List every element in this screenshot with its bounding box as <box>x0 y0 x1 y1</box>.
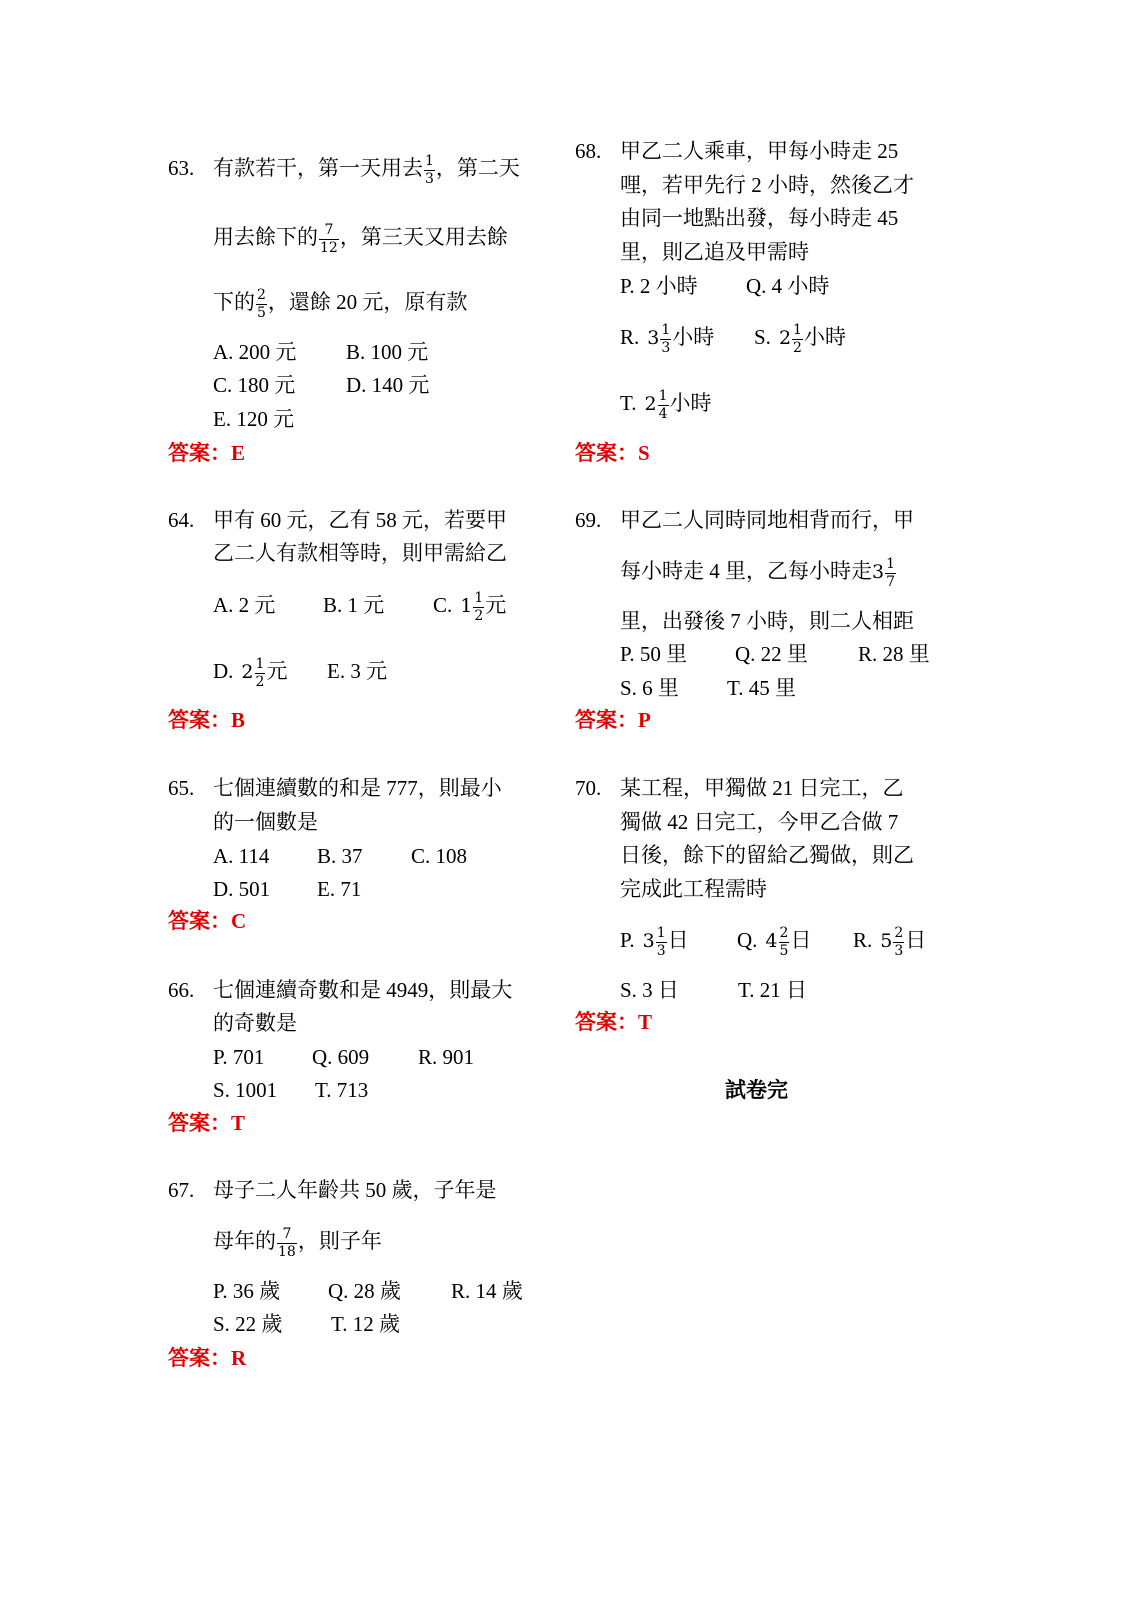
fraction <box>885 557 896 590</box>
option-s <box>754 320 846 354</box>
whole-number: 1 <box>460 595 473 617</box>
option-t: T. 21 日 <box>738 978 808 1002</box>
numerator: 1 <box>793 321 802 338</box>
text-segment: 每小時走 4 里，乙每小時走 <box>620 559 872 583</box>
question-text-line: 里，則乙追及甲需時 <box>620 240 809 264</box>
option-s: S. 3 日 <box>620 978 679 1002</box>
question-number: 69. <box>575 508 602 532</box>
option-t <box>620 386 712 420</box>
numerator: 2 <box>257 286 266 303</box>
denominator: 5 <box>779 942 789 959</box>
numerator: 7 <box>277 1227 297 1244</box>
option-d: D. 140 元 <box>346 373 430 397</box>
option-label: R. <box>620 325 640 349</box>
fraction <box>658 389 669 422</box>
whole-number: 2 <box>644 393 657 415</box>
question-number: 67. <box>168 1178 195 1202</box>
fraction <box>660 323 671 356</box>
option-c: C. 180 元 <box>213 373 296 397</box>
text-segment: 母年的 <box>213 1229 276 1253</box>
question-text-line: 乙二人有款相等時，則甲需給乙 <box>213 541 507 565</box>
fraction <box>473 591 484 624</box>
question-number: 70. <box>575 776 602 800</box>
denominator: 3 <box>661 339 671 356</box>
option-b: B. 37 <box>317 844 363 868</box>
option-e: E. 120 元 <box>213 407 295 431</box>
fraction <box>792 323 803 356</box>
option-d <box>213 654 287 688</box>
question-text-line: 日後，餘下的留給乙獨做，則乙 <box>620 843 914 867</box>
denominator: 2 <box>255 673 265 690</box>
question-text-line <box>213 151 520 185</box>
text-segment: 有款若干，第一天用去 <box>213 156 423 180</box>
denominator: 2 <box>474 607 484 624</box>
option-label: D. <box>213 659 234 683</box>
numerator: 7 <box>319 223 339 240</box>
option-b: B. 100 元 <box>346 340 429 364</box>
answer <box>575 703 651 737</box>
text-segment: ，第三天又用去餘 <box>339 225 508 249</box>
unit: 日 <box>905 928 927 952</box>
option-t: T. 45 里 <box>727 676 797 700</box>
option-a: A. 2 元 <box>213 593 276 617</box>
option-d: D. 501 <box>213 877 271 901</box>
question-number: 64. <box>168 508 195 532</box>
option-e: E. 71 <box>317 877 362 901</box>
fraction <box>255 657 266 690</box>
answer-label: 答案： <box>575 441 638 465</box>
question-number: 68. <box>575 139 602 163</box>
answer-letter: T <box>231 1111 246 1135</box>
option-q: Q. 4 小時 <box>746 274 830 298</box>
question-text-line: 哩，若甲先行 2 小時，然後乙才 <box>620 173 914 197</box>
option-q: Q. 609 <box>312 1045 370 1069</box>
answer-letter: C <box>231 909 247 933</box>
option-q: Q. 28 歲 <box>328 1279 401 1303</box>
numerator: 2 <box>779 924 789 941</box>
question-text-line: 某工程，甲獨做 21 日完工，乙 <box>620 776 904 800</box>
fraction <box>893 926 904 959</box>
answer <box>168 904 246 938</box>
option-r <box>853 923 926 957</box>
question-text-line: 里，出發後 7 小時，則二人相距 <box>620 609 914 633</box>
question-text-line: 甲乙二人乘車，甲每小時走 25 <box>620 139 899 163</box>
option-p <box>620 923 689 957</box>
whole-number: 3 <box>872 561 885 583</box>
numerator: 1 <box>656 924 666 941</box>
option-b: B. 1 元 <box>323 593 385 617</box>
fraction <box>656 926 667 959</box>
fraction <box>779 926 790 959</box>
option-r: R. 28 里 <box>858 642 930 666</box>
answer-label: 答案： <box>575 1010 638 1034</box>
denominator: 2 <box>793 339 802 356</box>
answer-letter: P <box>638 708 651 732</box>
numerator: 1 <box>255 655 265 672</box>
question-text-line: 由同一地點出發，每小時走 45 <box>620 206 899 230</box>
option-q: Q. 22 里 <box>735 642 808 666</box>
denominator: 5 <box>257 304 266 321</box>
option-t: T. 713 <box>315 1078 369 1102</box>
unit: 元 <box>485 593 507 617</box>
numerator: 1 <box>661 321 671 338</box>
text-segment: ，第二天 <box>435 156 520 180</box>
unit: 小時 <box>669 391 712 415</box>
question-text-line: 甲乙二人同時同地相背而行，甲 <box>620 508 914 532</box>
numerator: 1 <box>886 555 896 572</box>
answer-letter: T <box>638 1010 653 1034</box>
question-text-line <box>213 1224 382 1258</box>
question-text-line: 的奇數是 <box>213 1011 297 1035</box>
denominator: 4 <box>658 405 668 422</box>
option-s: S. 22 歲 <box>213 1312 283 1336</box>
option-label: C. <box>433 593 453 617</box>
option-a: A. 114 <box>213 844 270 868</box>
denominator: 7 <box>886 573 896 590</box>
fraction <box>256 288 267 321</box>
unit: 日 <box>667 928 689 952</box>
option-c: C. 108 <box>411 844 468 868</box>
denominator: 12 <box>320 239 338 256</box>
option-s: S. 6 里 <box>620 676 679 700</box>
fraction <box>277 1227 297 1260</box>
whole-number: 4 <box>765 930 778 952</box>
numerator: 1 <box>425 152 434 169</box>
option-p: P. 36 歲 <box>213 1279 281 1303</box>
question-text-line: 七個連續數的和是 777，則最小 <box>213 776 502 800</box>
answer <box>168 1106 245 1140</box>
question-text-line: 獨做 42 日完工，今甲乙合做 7 <box>620 810 899 834</box>
option-q <box>737 923 811 957</box>
option-e: E. 3 元 <box>327 659 388 683</box>
question-text-line: 七個連續奇數和是 4949，則最大 <box>213 978 513 1002</box>
whole-number: 5 <box>880 930 893 952</box>
unit: 日 <box>790 928 812 952</box>
option-p: P. 50 里 <box>620 642 688 666</box>
text-segment: ，則子年 <box>297 1229 382 1253</box>
answer <box>575 436 650 470</box>
unit: 小時 <box>803 325 846 349</box>
denominator: 3 <box>656 942 666 959</box>
unit: 小時 <box>672 325 715 349</box>
answer-letter: R <box>231 1346 247 1370</box>
answer-letter: B <box>231 708 246 732</box>
whole-number: 2 <box>241 661 254 683</box>
denominator: 3 <box>894 942 904 959</box>
option-r: R. 14 歲 <box>451 1279 523 1303</box>
option-label: R. <box>853 928 873 952</box>
option-r <box>620 320 714 354</box>
denominator: 18 <box>278 1243 296 1260</box>
option-c <box>433 588 506 622</box>
answer-label: 答案： <box>168 1346 231 1370</box>
numerator: 2 <box>894 924 904 941</box>
whole-number: 3 <box>642 930 655 952</box>
numerator: 1 <box>658 387 668 404</box>
option-p: P. 701 <box>213 1045 265 1069</box>
answer-label: 答案： <box>168 909 231 933</box>
whole-number: 2 <box>778 327 792 349</box>
option-t: T. 12 歲 <box>331 1312 401 1336</box>
option-label: P. <box>620 928 635 952</box>
question-number: 63. <box>168 156 195 180</box>
option-a: A. 200 元 <box>213 340 297 364</box>
text-segment: 用去餘下的 <box>213 225 318 249</box>
text-segment: ，還餘 20 元，原有款 <box>267 290 468 314</box>
fraction <box>319 223 339 256</box>
answer <box>168 1341 246 1375</box>
denominator: 3 <box>425 170 434 187</box>
answer-label: 答案： <box>575 708 638 732</box>
option-label: Q. <box>737 928 758 952</box>
answer-label: 答案： <box>168 708 231 732</box>
answer <box>168 703 245 737</box>
whole-number: 3 <box>647 327 660 349</box>
question-text-line <box>620 554 897 588</box>
option-label: T. <box>620 391 637 415</box>
question-text-line <box>213 220 508 254</box>
answer <box>168 436 245 470</box>
numerator: 1 <box>474 589 484 606</box>
question-text-line: 甲有 60 元，乙有 58 元，若要甲 <box>213 508 507 532</box>
question-text-line <box>213 285 467 319</box>
question-number: 66. <box>168 978 195 1002</box>
question-text-line: 完成此工程需時 <box>620 877 767 901</box>
option-s: S. 1001 <box>213 1078 278 1102</box>
answer-label: 答案： <box>168 1111 231 1135</box>
option-label: S. <box>754 325 771 349</box>
question-text-line: 母子二人年齡共 50 歲，子年是 <box>213 1178 497 1202</box>
question-text-line: 的一個數是 <box>213 810 318 834</box>
option-p: P. 2 小時 <box>620 274 698 298</box>
answer-letter: E <box>231 441 246 465</box>
end-of-paper-label: 試卷完 <box>725 1078 788 1102</box>
unit: 元 <box>266 659 288 683</box>
option-r: R. 901 <box>418 1045 475 1069</box>
text-segment: 下的 <box>213 290 255 314</box>
question-number: 65. <box>168 776 195 800</box>
answer-letter: S <box>638 441 650 465</box>
fraction <box>424 154 435 187</box>
answer-label: 答案： <box>168 441 231 465</box>
answer <box>575 1005 652 1039</box>
